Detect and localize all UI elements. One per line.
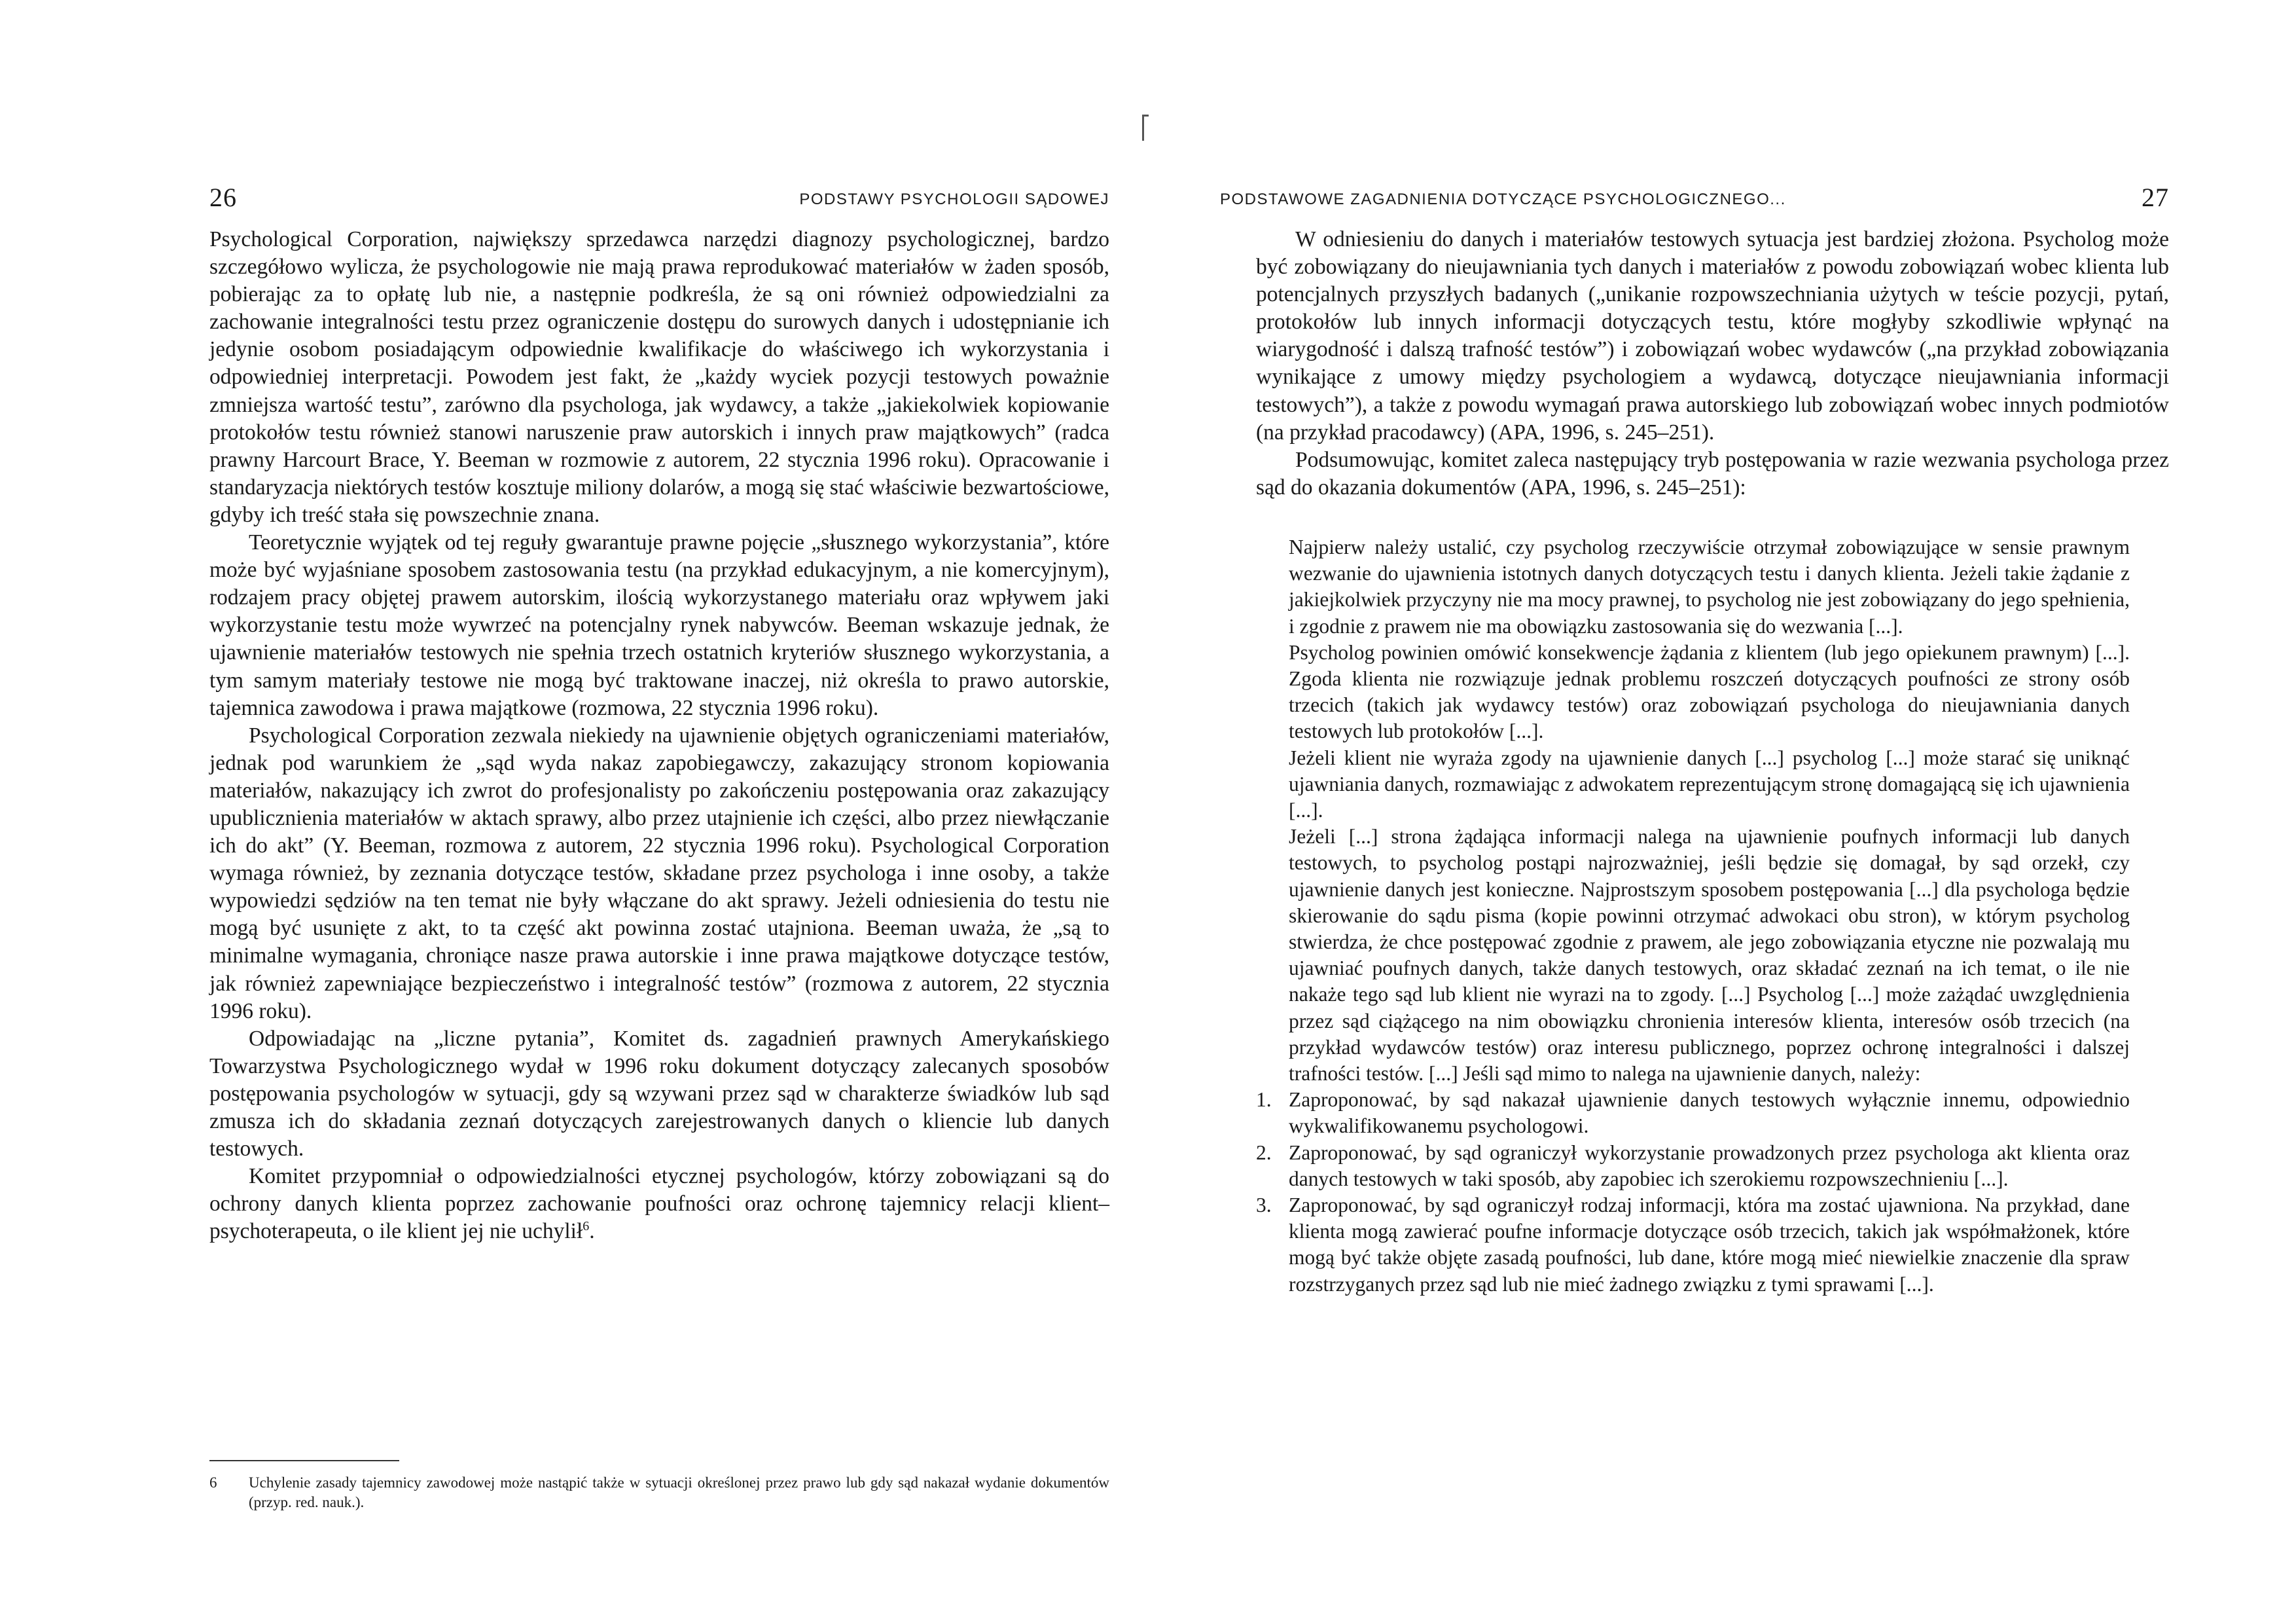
list-item-text: Zaproponować, by sąd nakazał ujawnienie danych testowych wyłącznie innemu, odpowiednio wykwalifikowanemu psychologowi. xyxy=(1289,1088,2130,1138)
right-body-text xyxy=(1256,226,2169,1298)
footnote-text: Uchylenie zasady tajemnicy zawodowej może nastąpić także w sytuacji określonej przez prawo lub gdy sąd nakazał wydanie dokumentów (przyp. red. nauk.). xyxy=(249,1474,1109,1510)
running-head: PODSTAWOWE ZAGADNIENIA DOTYCZĄCE PSYCHOLOGICZNEGO... xyxy=(1220,191,1786,208)
quote-paragraph: Najpierw należy ustalić, czy psycholog rzeczywiście otrzymał zobowiązujące w sensie prawnym wezwanie do ujawnienia istotnych danych dotyczących testu i danych klienta. Jeżeli takie żądanie z jakiejkolwiek przyczyny nie ma mocy prawnej, to psycholog nie jest zobowiązany do jego spełnienia, i zgodnie z prawem nie ma obowiązku zastosowania się do wezwania [...]. xyxy=(1289,535,2130,638)
list-item-text: Zaproponować, by sąd ograniczył rodzaj informacji, która ma zostać ujawniona. Na przykład, dane klienta mogą zawierać poufne informacje dotyczące osób trzecich, takich jak współmałżonek, które mogą być także objęte zasadą poufności, lub dane, które mogą mieć niewielkie znaczenie dla spraw rozstrzyganych przez sąd lub nie mieć żadnego związku z tymi sprawami [...]. xyxy=(1289,1194,2130,1296)
list-item-number: 3. xyxy=(1256,1194,1272,1217)
footnote xyxy=(209,1473,1109,1512)
quote-paragraph: Jeżeli [...] strona żądająca informacji nalega na ujawnienie poufnych informacji lub danych testowych, to psycholog postąpi najrozważniej, jeśli będzie się domagał, by sąd orzekł, czy ujawnienie danych jest konieczne. Najprostszym sposobem postępowania [...] dla psychologa będzie skierowanie do sądu pisma (kopie powinni otrzymać adwokaci obu stron), w którym psycholog stwierdza, że chce postępować zgodnie z prawem, ale jego zobowiązania etyczne nie pozwalają mu ujawniać poufnych danych, także danych testowych, oraz składać zeznań na ich temat, o ile nie nakaże tego sąd lub klient nie wyrazi na to zgody. [...] Psycholog [...] może zażądać uwzględnienia przez sąd ciążącego na nim obowiązku chronienia interesów klienta, interesów osób trzecich (na przykład wydawców testów) oraz interesu publicznego, poprzez ochronę integralności i dalszej trafności testów. [...] Jeśli sąd mimo to nalega na ujawnienie danych, należy: xyxy=(1289,825,2130,1085)
page-number: 27 xyxy=(2142,183,2169,212)
paragraph-with-footnote: Komitet przypomniał o odpowiedzialności etycznej psychologów, którzy zobowiązani są do ochrony danych klienta poprzez zachowanie poufności oraz ochronę tajemnicy relacji klient–psychoterapeuta, o ile klient jej nie uchylił$^6$. xyxy=(209,1164,1109,1244)
list-item xyxy=(1256,1192,2130,1298)
paragraph: Odpowiadając na „liczne pytania”, Komitet ds. zagadnień prawnych Amerykańskiego Towarzystwa Psychologicznego wydał w 1996 roku dokument dotyczący zalecanych sposobów postępowania psychologów w sytuacji, gdy są wzywani przez sąd w charakterze świadków lub sąd zmusza ich do składania zeznań dotyczących zarejestrowanych danych o kliencie lub danych testowych. xyxy=(209,1026,1109,1161)
footnote-divider xyxy=(209,1460,399,1461)
left-page-header xyxy=(209,167,1109,213)
page-number: 26 xyxy=(209,183,237,212)
paragraph: Psychological Corporation zezwala niekiedy na ujawnienie objętych ograniczeniami materiałów, jednak pod warunkiem że „sąd wyda nakaz zapobiegawczy, zakazujący stronom kopiowania materiałów, nakazujący ich zwrot do profesjonalisty po zakończeniu postępowania oraz zakazujący upublicznienia materiałów w aktach sprawy, albo przez utajnienie ich części, albo przez niewłączanie ich do akt” (Y. Beeman, rozmowa z autorem, 22 stycznia 1996 roku). Psychological Corporation wymaga również, by zeznania dotyczące testów, składane przez psychologa i inne osoby, a także wypowiedzi sędziów na ten temat nie były włączane do akt sprawy. Jeżeli odniesienia do testu nie mogą być usunięte z akt, to ta część akt powinna zostać utajniona. Beeman uważa, że „są to minimalne wymagania, chroniące nasze prawa autorskie i inne prawa majątkowe dotyczące testów, jak również zapewniające bezpieczeństwo i integralność testów” (rozmowa z autorem, 22 stycznia 1996 roku). xyxy=(209,723,1109,1023)
right-page xyxy=(1148,0,2296,1623)
right-page-header xyxy=(1220,167,2169,213)
list-item-number: 1. xyxy=(1256,1088,1272,1112)
paragraph-text: Komitet przypomniał o odpowiedzialności etycznej psychologów, którzy zobowiązani są do ochrony danych klienta poprzez zachowanie poufności oraz ochronę tajemnicy relacji klient–psychoterapeuta, o ile klient jej nie uchylił xyxy=(209,1164,1109,1244)
list-item xyxy=(1256,1140,2130,1192)
footnote-reference[interactable]: 6 xyxy=(583,1219,590,1234)
paragraph: Psychological Corporation, największy sprzedawca narzędzi diagnozy psychologicznej, bardzo szczegółowo wylicza, że psychologowie nie mają prawa reprodukować materiałów w żaden sposób, pobierając za to opłatę lub nie, a następnie podkreśla, że są oni również odpowiedzialni za zachowanie integralności testu przez ograniczenie dostępu do surowych danych i udostępnianie ich jedynie osobom posiadającym odpowiednie kwalifikacje do właściwego ich wykorzystania i odpowiedniej interpretacji. Powodem jest fakt, że „każdy wyciek pozycji testowych poważnie zmniejsza wartość testu”, zarówno dla psychologa, jak wydawcy, a także „jakiekolwiek kopiowanie protokołów testu również stanowi naruszenie praw autorskich i innych praw majątkowych” (radca prawny Harcourt Brace, Y. Beeman w rozmowie z autorem, 22 stycznia 1996 roku). Opracowanie i standaryzacja niektórych testów kosztuje miliony dolarów, a mogą się stać właściwie bezwartościowe, gdyby ich treść stała się powszechnie znana. xyxy=(209,227,1109,527)
paragraph: Teoretycznie wyjątek od tej reguły gwarantuje prawne pojęcie „słusznego wykorzystania”, które może być wyjaśniane sposobem zastosowania testu (na przykład edukacyjnym, a nie komercyjnym), rodzajem pracy objętej prawem autorskim, ilością wykorzystanego materiału oraz wpływem jaki wykorzystanie testu może wywrzeć na potencjalny rynek nabywców. Beeman wskazuje jednak, że ujawnienie materiałów testowych nie spełnia trzech ostatnich kryteriów słusznego wykorzystania, a tym samym materiały testowe nie mogą być traktowane inaczej, niż określa to prawo autorskie, tajemnica zawodowa i prawa majątkowe (rozmowa, 22 stycznia 1996 roku). xyxy=(209,530,1109,720)
block-quote xyxy=(1256,534,2130,1298)
paragraph: Podsumowując, komitet zaleca następujący tryb postępowania w razie wezwania psychologa przez sąd do okazania dokumentów (APA, 1996, s. 245–251): xyxy=(1256,447,2169,500)
running-head: PODSTAWY PSYCHOLOGII SĄDOWEJ xyxy=(799,191,1109,208)
list-item-number: 2. xyxy=(1256,1140,1272,1164)
footnote-number: 6 xyxy=(209,1474,217,1491)
paragraph: W odniesieniu do danych i materiałów testowych sytuacja jest bardziej złożona. Psycholog może być zobowiązany do nieujawniania tych danych i materiałów z powodu zobowiązań wobec klienta lub potencjalnych przyszłych badanych („unikanie rozpowszechniania użytych w teście pozycji, pytań, protokołów lub innych informacji dotyczących testu, które mogłyby szkodliwie wpłynąć na wiarygodność i dalszą trafność testów”) i zobowiązań wobec wydawców („na przykład zobowiązania wynikające z umowy między psychologiem a wydawcą, dotyczące nieujawniania informacji testowych”), a także z powodu wymagań prawa autorskiego lub zobowiązań wobec innych podmiotów (na przykład pracodawcy) (APA, 1996, s. 245–251). xyxy=(1256,227,2169,445)
numbered-list xyxy=(1256,1087,2130,1298)
quote-paragraph: Psycholog powinien omówić konsekwencje żądania z klientem (lub jego opiekunem prawnym) [...]. Zgoda klienta nie rozwiązuje jednak problemu roszczeń dotyczących poufności ze strony osób trzecich (takich jak wydawcy testów) oraz zobowiązań psychologa do nieujawniania danych testowych lub protokołów [...]. xyxy=(1289,640,2130,743)
quote-paragraph: Jeżeli klient nie wyraża zgody na ujawnienie danych [...] psycholog [...] może starać się uniknąć ujawniania danych, rozmawiając z adwokatem reprezentującym stronę domagającą się ich ujawnienia [...]. xyxy=(1289,746,2130,822)
left-body-text xyxy=(209,226,1109,1245)
list-item xyxy=(1256,1087,2130,1139)
list-item-text: Zaproponować, by sąd ograniczył wykorzystanie prowadzonych przez psychologa akt klienta oraz danych testowych w taki sposób, aby zapobiec ich szerokiemu rozpowszechnieniu [...]. xyxy=(1289,1140,2130,1190)
